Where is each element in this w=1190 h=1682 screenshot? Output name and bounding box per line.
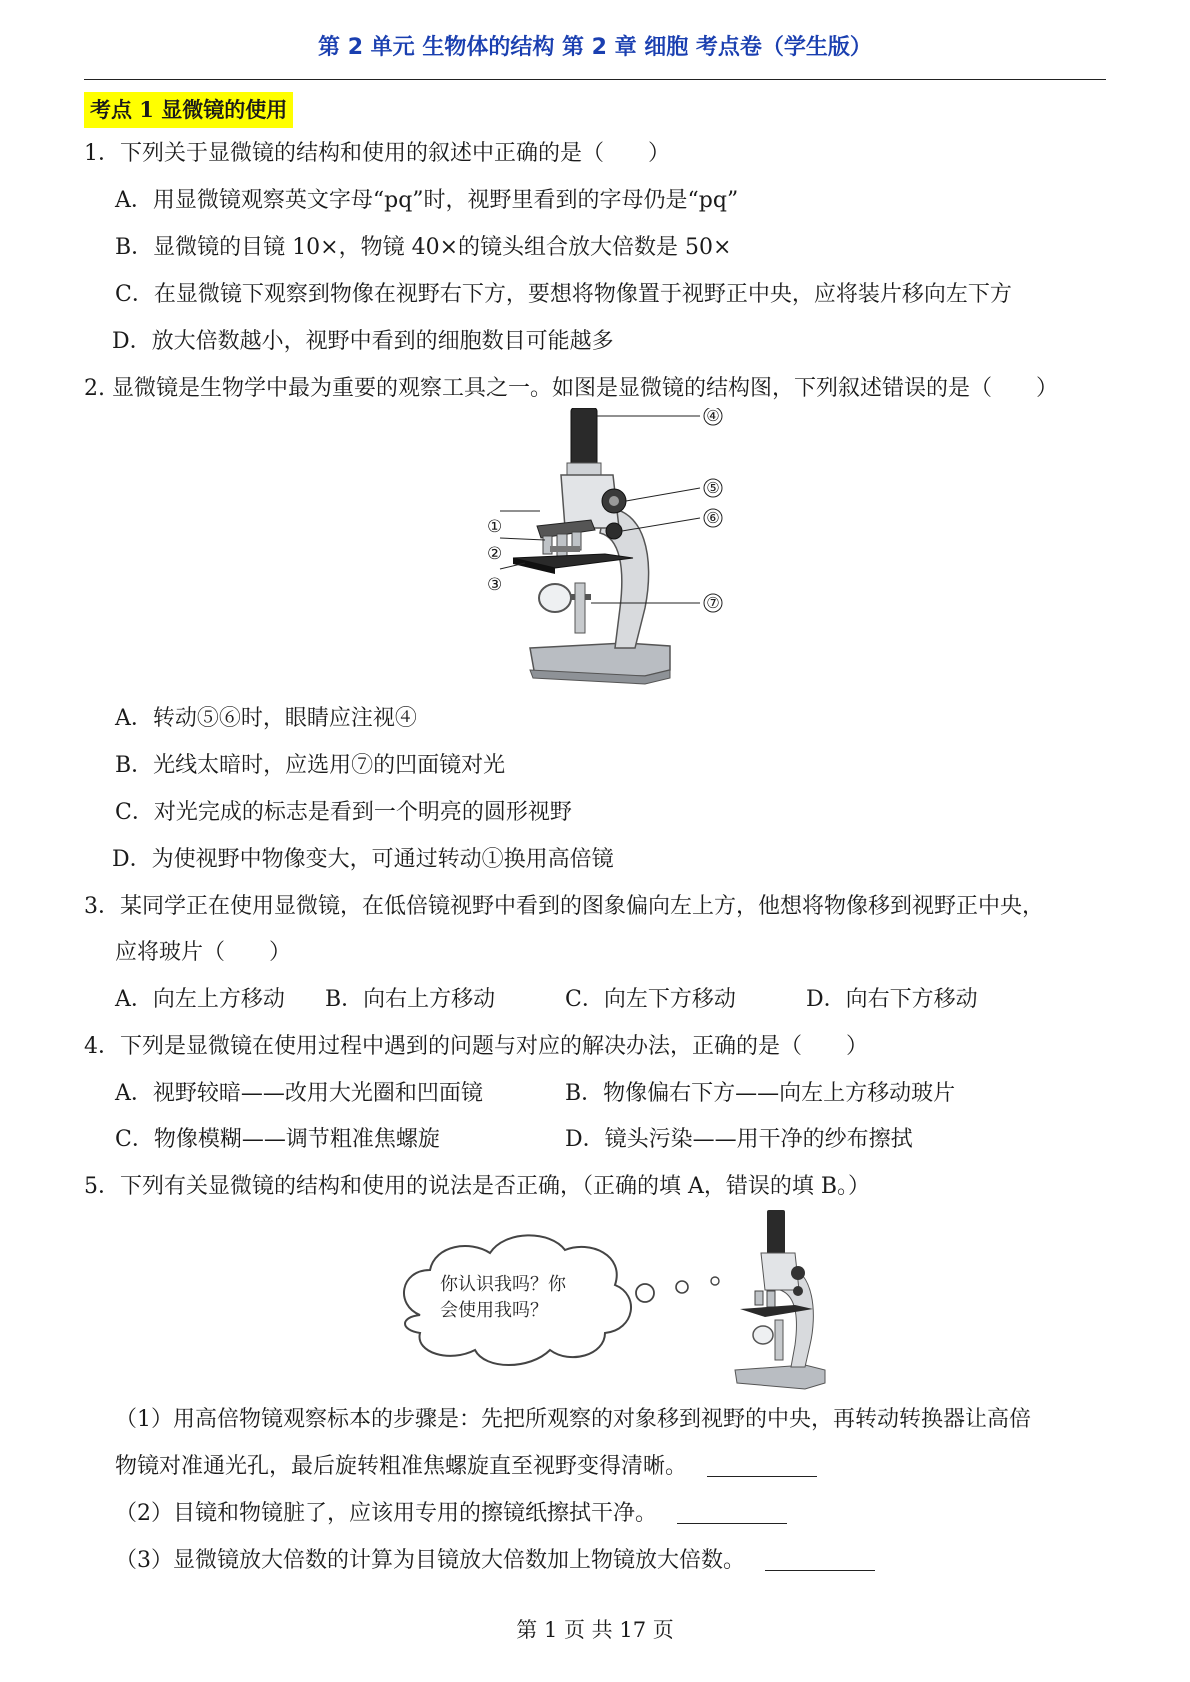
bubble-line-1: 你认识我吗？你 xyxy=(440,1274,566,1295)
microscope-figure xyxy=(495,408,735,698)
q3-option-c: C．向左下方移动 xyxy=(565,987,736,1012)
label-4: ④ xyxy=(706,408,720,425)
label-7: ⑦ xyxy=(706,594,720,612)
header-rule xyxy=(84,79,1106,80)
q4-stem: 4．下列是显微镜在使用过程中遇到的问题与对应的解决办法，正确的是（ ） xyxy=(84,1034,868,1059)
q2-option-d: D．为使视野中物像变大，可通过转动①换用高倍镜 xyxy=(112,847,614,872)
label-2: ② xyxy=(487,544,503,564)
label-1: ① xyxy=(487,517,503,537)
q2-stem: 2. 显微镜是生物学中最为重要的观察工具之一。如图是显微镜的结构图，下列叙述错误的是（ ） xyxy=(84,376,1058,401)
q3-option-d: D．向右下方移动 xyxy=(806,987,978,1012)
bubble-line-2: 会使用我吗？ xyxy=(440,1300,548,1321)
answer-blank-1[interactable] xyxy=(707,1476,817,1477)
q2-option-c: C．对光完成的标志是看到一个明亮的圆形视野 xyxy=(115,800,572,825)
q5-item-2-text: （2）目镜和物镜脏了，应该用专用的擦镜纸擦拭干净。 xyxy=(115,1501,657,1526)
label-6: ⑥ xyxy=(706,509,720,527)
q5-item-3-text: （3）显微镜放大倍数的计算为目镜放大倍数加上物镜放大倍数。 xyxy=(115,1548,745,1573)
page-header-title: 第 2 单元 生物体的结构 第 2 章 细胞 考点卷（学生版） xyxy=(318,35,872,60)
q2-option-b: B．光线太暗时，应选用⑦的凹面镜对光 xyxy=(115,753,506,778)
q4-option-a: A．视野较暗——改用大光圈和凹面镜 xyxy=(115,1081,483,1106)
q5-item-1: （1）用高倍物镜观察标本的步骤是：先把所观察的对象移到视野的中央，再转动转换器让高倍 xyxy=(115,1407,1032,1432)
q5-stem: 5．下列有关显微镜的结构和使用的说法是否正确，（正确的填 A，错误的填 B。） xyxy=(84,1174,871,1199)
q4-option-c: C．物像模糊——调节粗准焦螺旋 xyxy=(115,1127,440,1152)
q5-item-2 xyxy=(115,1499,787,1529)
q5-item-3 xyxy=(115,1546,875,1576)
q1-option-b: B．显微镜的目镜 10×，物镜 40×的镜头组合放大倍数是 50× xyxy=(115,235,732,260)
q3-stem-line1: 3．某同学正在使用显微镜，在低倍镜视野中看到的图象偏向左上方，他想将物像移到视野正中央， xyxy=(84,894,1045,919)
q3-stem-line2: 应将玻片（ ） xyxy=(115,940,292,965)
q1-stem: 1．下列关于显微镜的结构和使用的叙述中正确的是（ ） xyxy=(84,141,670,166)
q1-option-d: D．放大倍数越小，视野中看到的细胞数目可能越多 xyxy=(112,329,614,354)
answer-blank-2[interactable] xyxy=(677,1523,787,1524)
label-3: ③ xyxy=(487,575,503,595)
q5-item-1-cont-text: 物镜对准通光孔，最后旋转粗准焦螺旋直至视野变得清晰。 xyxy=(115,1454,688,1479)
page-footer: 第 1 页 共 17 页 xyxy=(516,1618,674,1642)
q3-option-a: A．向左上方移动 xyxy=(115,987,285,1012)
q1-option-a: A．用显微镜观察英文字母“pq”时，视野里看到的字母仍是“pq” xyxy=(115,188,739,213)
q2-option-a: A．转动⑤⑥时，眼睛应注视④ xyxy=(115,706,417,731)
section-tag: 考点 1 显微镜的使用 xyxy=(84,92,293,128)
q4-option-d: D．镜头污染——用干净的纱布擦拭 xyxy=(565,1127,913,1152)
q5-item-1-cont xyxy=(115,1452,817,1482)
answer-blank-3[interactable] xyxy=(765,1570,875,1571)
label-5: ⑤ xyxy=(706,479,720,497)
q3-option-b: B．向右上方移动 xyxy=(325,987,496,1012)
q1-option-c: C．在显微镜下观察到物像在视野右下方，要想将物像置于视野正中央，应将装片移向左下方 xyxy=(115,282,1012,307)
q4-option-b: B．物像偏右下方——向左上方移动玻片 xyxy=(565,1081,956,1106)
